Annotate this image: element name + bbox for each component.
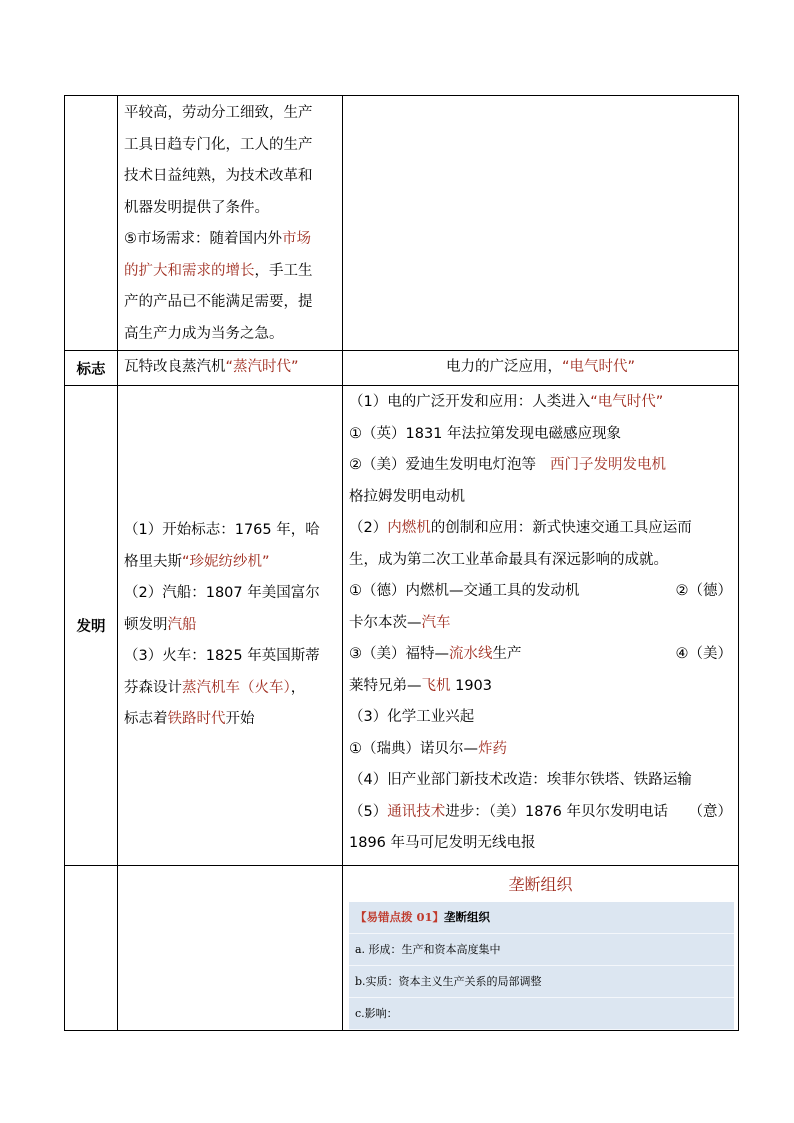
text-line: 产的产品已不能满足需要，提 (124, 294, 313, 310)
text-line: 生，成为第二次工业革命最具有深远影响的成就。 (349, 551, 668, 568)
text-line: （3）化学工业兴起 (349, 709, 475, 725)
text-line: 格拉姆发明电动机 (349, 488, 465, 505)
symbol-second: 电力的广泛应用，“电气时代” (343, 351, 739, 386)
text-line: 平较高，劳动分工细致，生产 (124, 105, 313, 121)
text-line: （3）火车：1825 年英国斯蒂 (124, 648, 320, 665)
label-cell-empty (65, 96, 118, 351)
monopoly-cell (343, 866, 739, 1031)
text-line: 标志着铁路时代开始 (124, 711, 255, 728)
text-line: ③（美）福特—流水线生产 ④（美） (349, 646, 732, 662)
background-cell (118, 96, 343, 351)
text-line: （4）旧产业部门新技术改造：埃菲尔铁塔、铁路运输 (349, 772, 692, 788)
table-row-symbol (65, 351, 739, 386)
text-line: （1）电的广泛开发和应用：人类进入“电气时代” (349, 394, 664, 410)
invention-first (118, 386, 343, 866)
invention-second (343, 386, 739, 866)
text-line: ②（美）爱迪生发明电灯泡等 西门子发明发电机 (349, 457, 666, 473)
text-line: 莱特兄弟—飞机 1903 (349, 677, 493, 694)
tip-box-heading: 【易错点拨 01】垄断组织 (349, 902, 734, 934)
label-cell-empty (65, 866, 118, 1031)
text-line: （1）开始标志：1765 年，哈 (124, 522, 320, 539)
text-line: 芬森设计蒸汽机车（火车）， (124, 679, 306, 696)
text-line: （2）内燃机的创制和应用：新式快速交通工具应运而 (349, 520, 692, 536)
text-line: 顿发明汽船 (124, 616, 197, 633)
text-line: 格里夫斯“珍妮纺纱机” (124, 553, 270, 570)
tip-box (349, 902, 734, 1030)
text-line: 工具日趋专门化，工人的生产 (124, 136, 313, 153)
text-line: 卡尔本茨—汽车 (349, 614, 451, 631)
text-line: ①（英）1831 年法拉第发现电磁感应现象 (349, 425, 622, 442)
table-row-background (65, 96, 739, 351)
monopoly-title: 垄断组织 (508, 875, 573, 894)
table-row-invention (65, 386, 739, 866)
text-line: ①（德）内燃机—交通工具的发动机 ②（德） (349, 583, 732, 599)
text-line: （5）通讯技术进步：（美）1876 年贝尔发明电话 （意） (349, 803, 732, 820)
empty-cell (343, 96, 739, 351)
label-invention: 发明 (65, 386, 118, 866)
market-line: ⑤市场需求：随着国内外市场 (124, 231, 311, 247)
label-symbol: 标志 (65, 351, 118, 386)
symbol-first: 瓦特改良蒸汽机“蒸汽时代” (118, 351, 343, 386)
empty-cell (118, 866, 343, 1031)
comparison-table (64, 95, 739, 1031)
tip-item: c.影响： (349, 998, 734, 1030)
text-line: 1896 年马可尼发明无线电报 (349, 835, 536, 851)
table-row-monopoly (65, 866, 739, 1031)
market-line-2: 的扩大和需求的增长，手工生 (124, 262, 313, 279)
text-line: ①（瑞典）诺贝尔—炸药 (349, 740, 507, 757)
text-line: 高生产力成为当务之急。 (124, 325, 284, 342)
text-line: 技术日益纯熟，为技术改革和 (124, 168, 313, 184)
tip-item: a. 形成：生产和资本高度集中 (349, 934, 734, 966)
tip-item: b.实质：资本主义生产关系的局部调整 (349, 966, 734, 998)
text-line: （2）汽船：1807 年美国富尔 (124, 585, 320, 602)
text-line: 机器发明提供了条件。 (124, 199, 269, 216)
